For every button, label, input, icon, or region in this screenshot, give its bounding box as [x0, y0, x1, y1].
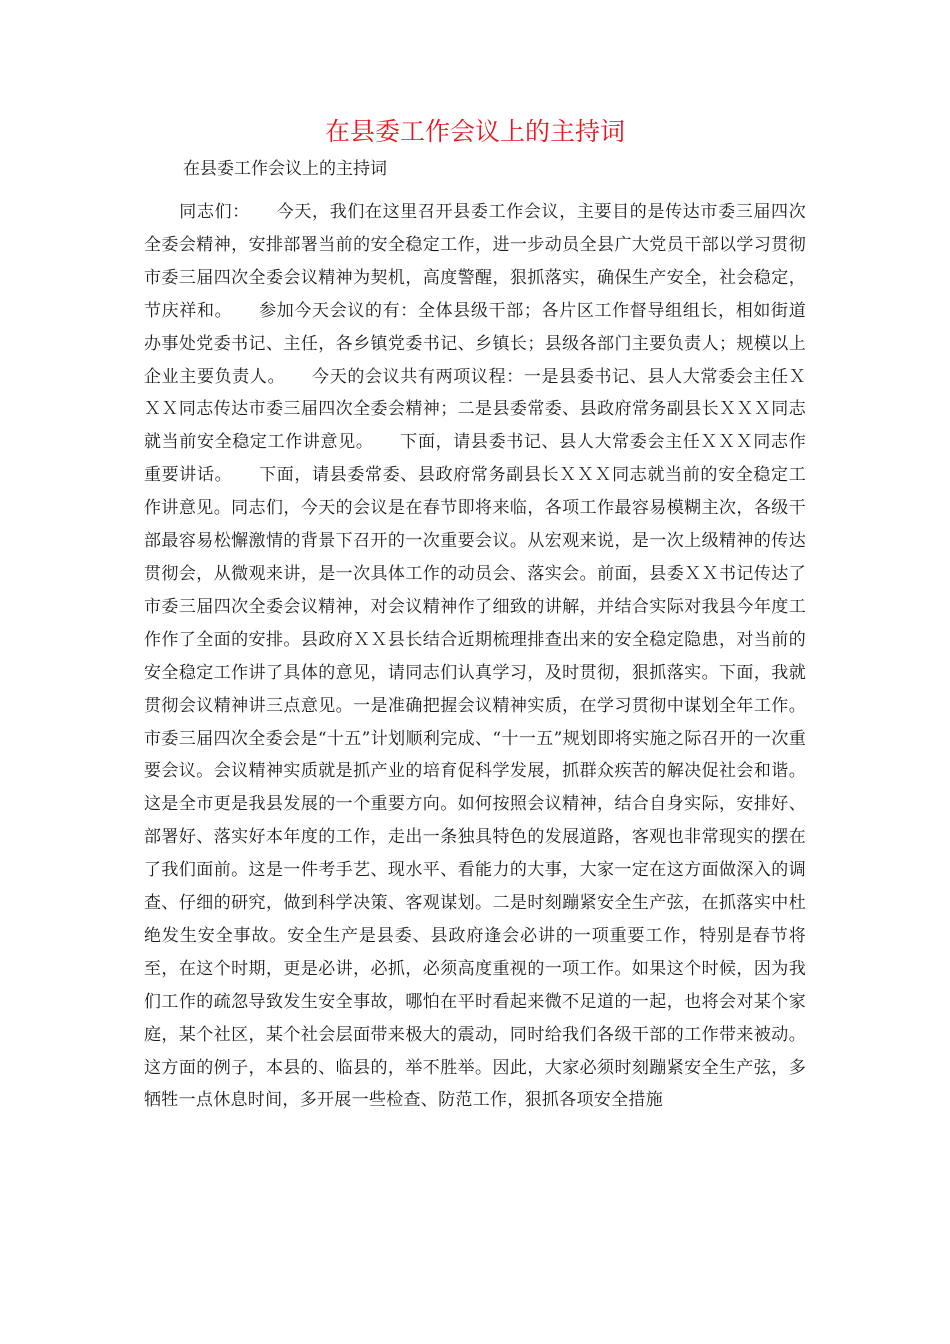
document-title: 在县委工作会议上的主持词: [324, 117, 625, 146]
document-subtitle: 在县委工作会议上的主持词: [183, 159, 387, 179]
document-body-text: 同志们： 今天，我们在这里召开县委工作会议，主要目的是传达市委三届四次全委会精神，安排部署当前的安全稳定工作，进一步动员全县广大党员干部以学习贯彻市委三届四次全委会议精神为契机，高度警醒，狠抓落实，确保生产安全，社会稳定，节庆祥和。 参加今天会议的有：全体县级干部；各片区工作督导组组长，相如街道办事处党委书记、主任，各乡镇党委书记、乡镇长；县级各部门主要负责人；规模以上企业主要负责人。 今天的会议共有两项议程：一是县委书记、县人大常委会主任ＸＸＸ同志传达市委三届四次全委会精神；二是县委常委、县政府常务副县长ＸＸＸ同志就当前安全稳定工作讲意见。 下面，请县委书记、县人大常委会主任ＸＸＸ同志作重要讲话。 下面，请县委常委、县政府常务副县长ＸＸＸ同志就当前的安全稳定工作讲意见。同志们，今天的会议是在春节即将来临，各项工作最容易模糊主次，各级干部最容易松懈激情的背景下召开的一次重要会议。从宏观来说，是一次上级精神的传达贯彻会，从微观来讲，是一次具体工作的动员会、落实会。前面，县委ＸＸ书记传达了市委三届四次全委会议精神，对会议精神作了细致的讲解，并结合实际对我县今年度工作作了全面的安排。县政府ＸＸ县长结合近期梳理排查出来的安全稳定隐患，对当前的安全稳定工作讲了具体的意见，请同志们认真学习，及时贯彻，狠抓落实。下面，我就贯彻会议精神讲三点意见。一是准确把握会议精神实质，在学习贯彻中谋划全年工作。市委三届四次全委会是“十五”计划顺利完成、“十一五”规划即将实施之际召开的一次重要会议。会议精神实质就是抓产业的培育促科学发展，抓群众疾苦的解决促社会和谐。这是全市更是我县发展的一个重要方向。如何按照会议精神，结合自身实际，安排好、部署好、落实好本年度的工作，走出一条独具特色的发展道路，客观也非常现实的摆在了我们面前。这是一件考手艺、现水平、看能力的大事，大家一定在这方面做深入的调查、仔细的研究，做到科学决策、客观谋划。二是时刻蹦紧安全生产弦，在抓落实中杜绝发生安全事故。安全生产是县委、县政府逢会必讲的一项重要工作，特别是春节将至，在这个时期，更是必讲，必抓，必须高度重视的一项工作。如果这个时候，因为我们工作的疏忽导致发生安全事故，哪怕在平时看起来微不足道的一起，也将会对某个家庭，某个社区，某个社会层面带来极大的震动，同时给我们各级干部的工作带来被动。这方面的例子，本县的、临县的，举不胜举。因此，大家必须时刻蹦紧安全生产弦，多牺牲一点休息时间，多开展一些检查、防范工作，狠抓各项安全措施: [144, 202, 806, 1111]
